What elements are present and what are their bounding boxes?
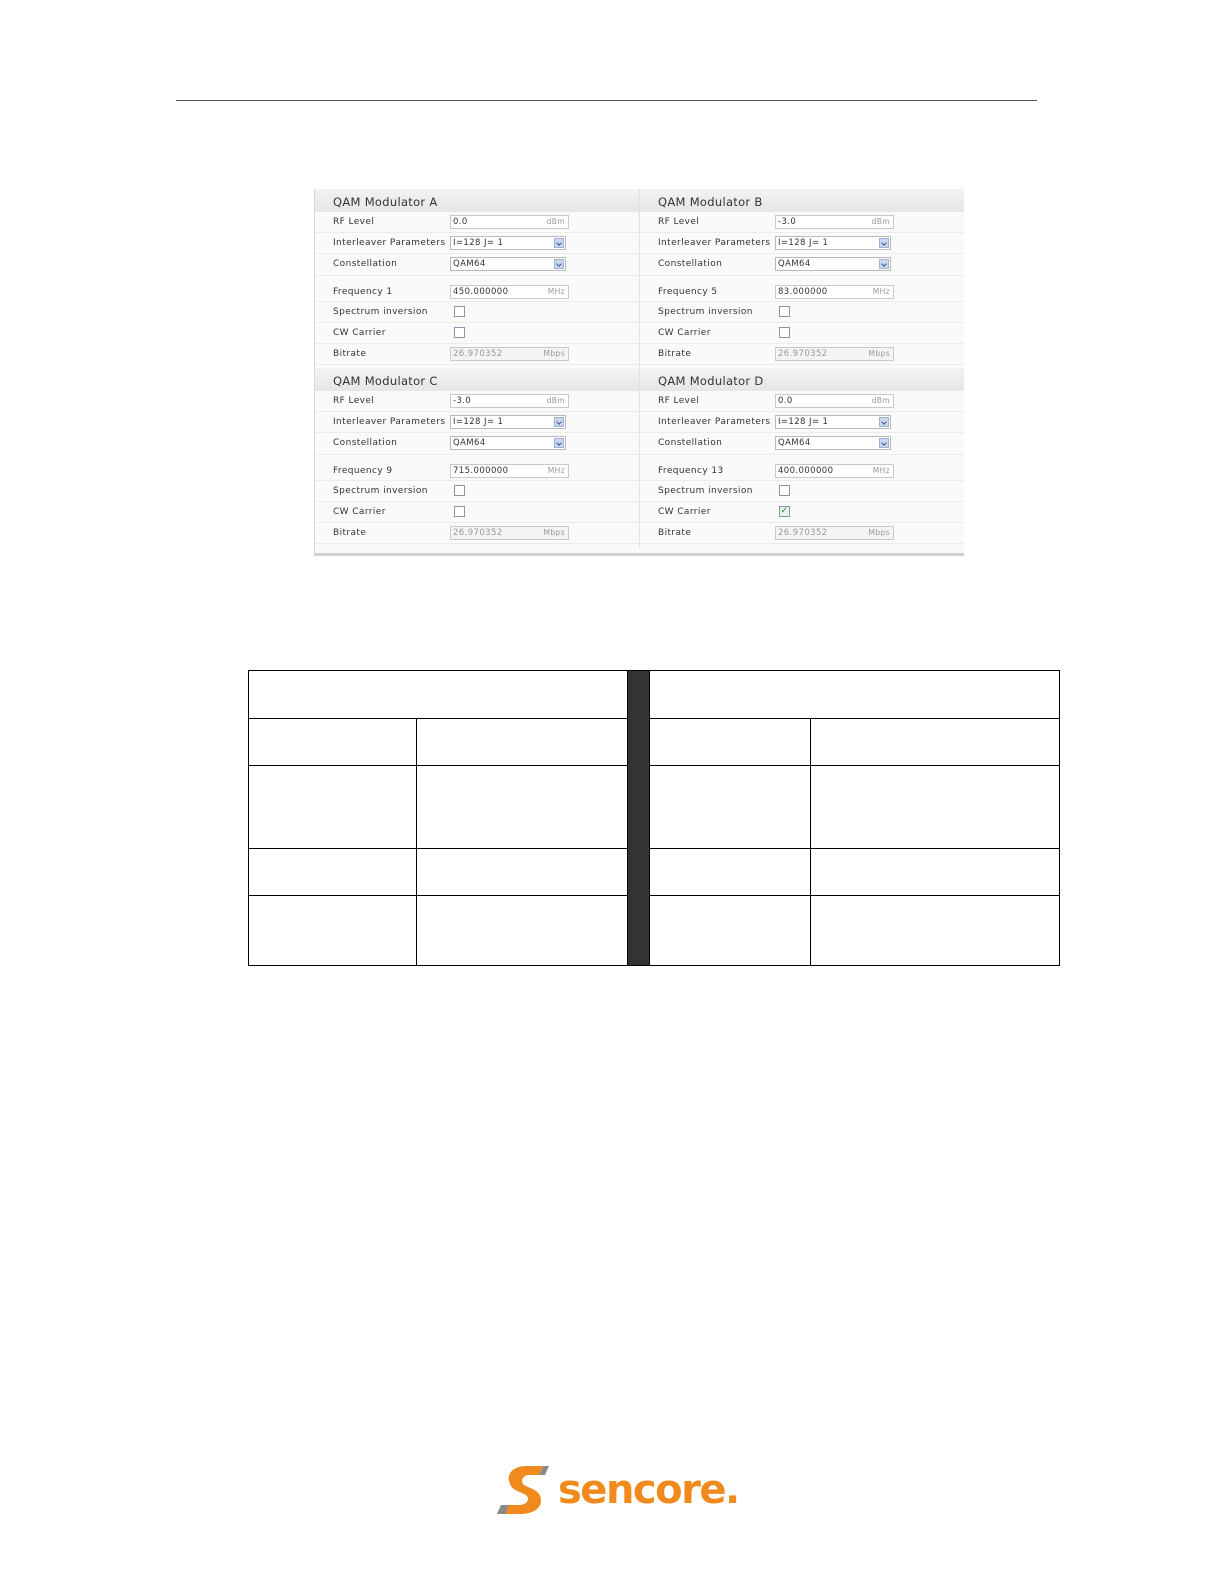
table-cell	[811, 848, 1060, 895]
frequency-value: 400.000000	[778, 466, 834, 476]
table-cell	[416, 719, 627, 766]
table-separator	[627, 671, 650, 966]
bitrate-unit: Mbps	[543, 349, 565, 358]
chevron-down-icon[interactable]	[879, 259, 889, 269]
cw-carrier-checkbox[interactable]	[454, 506, 465, 517]
spectrum-inversion-checkbox[interactable]	[779, 306, 790, 317]
cw-carrier-label: CW Carrier	[658, 507, 711, 517]
bitrate-row	[640, 344, 964, 365]
constellation-row	[315, 433, 639, 455]
table-row	[249, 895, 1060, 965]
interleaver-label: Interleaver Parameters	[333, 417, 446, 427]
interleaver-select[interactable]	[775, 415, 891, 429]
frequency-value: 83.000000	[778, 287, 828, 297]
rf-level-input[interactable]	[450, 394, 569, 408]
interleaver-row	[640, 412, 964, 433]
constellation-label: Constellation	[333, 259, 398, 269]
spectrum-inversion-checkbox[interactable]	[454, 485, 465, 496]
rf-level-row	[640, 212, 964, 233]
frequency-label: Frequency 13	[658, 466, 724, 476]
table-row	[249, 671, 1060, 719]
frequency-row	[640, 455, 964, 481]
bitrate-field	[775, 526, 894, 540]
cw-carrier-label: CW Carrier	[333, 328, 386, 338]
rf-level-value: -3.0	[778, 217, 797, 227]
header-rule	[176, 100, 1037, 101]
spectrum-inversion-row	[640, 302, 964, 323]
table-cell	[811, 895, 1060, 965]
rf-level-unit: dBm	[546, 217, 565, 226]
table-cell	[416, 848, 627, 895]
interleaver-label: Interleaver Parameters	[333, 238, 446, 248]
rf-level-value: 0.0	[778, 396, 793, 406]
table-cell	[249, 766, 417, 848]
table-row	[249, 719, 1060, 766]
bitrate-row	[315, 344, 639, 365]
rf-level-unit: dBm	[871, 217, 890, 226]
table-cell	[650, 719, 811, 766]
interleaver-row	[315, 412, 639, 433]
cw-carrier-checkbox[interactable]	[779, 327, 790, 338]
frequency-value: 450.000000	[453, 287, 509, 297]
table-row	[249, 848, 1060, 895]
bitrate-field	[775, 347, 894, 361]
rf-level-value: 0.0	[453, 217, 468, 227]
chevron-down-icon[interactable]	[554, 259, 564, 269]
qam-modulator-b	[639, 189, 964, 368]
frequency-input[interactable]	[775, 464, 894, 478]
table-cell	[650, 766, 811, 848]
bitrate-field	[450, 347, 569, 361]
constellation-label: Constellation	[658, 438, 723, 448]
chevron-down-icon[interactable]	[554, 417, 564, 427]
constellation-value: QAM64	[778, 259, 811, 269]
interleaver-value: I=128 J= 1	[778, 417, 829, 427]
interleaver-select[interactable]	[450, 236, 566, 250]
spectrum-inversion-label: Spectrum inversion	[658, 486, 753, 496]
bitrate-label: Bitrate	[333, 349, 367, 359]
rf-level-label: RF Level	[658, 217, 700, 227]
bitrate-value: 26.970352	[778, 349, 828, 359]
cw-carrier-row	[315, 323, 639, 344]
rf-level-input[interactable]	[450, 215, 569, 229]
bitrate-row	[315, 523, 639, 544]
table-header-cell	[650, 671, 1060, 719]
bitrate-unit: Mbps	[868, 349, 890, 358]
frequency-label: Frequency 9	[333, 466, 393, 476]
rf-level-input[interactable]	[775, 215, 894, 229]
constellation-label: Constellation	[333, 438, 398, 448]
rf-level-input[interactable]	[775, 394, 894, 408]
frequency-row	[640, 276, 964, 302]
modulator-title: QAM Modulator D	[640, 368, 964, 391]
table-cell	[416, 895, 627, 965]
constellation-select[interactable]	[450, 436, 566, 450]
spectrum-inversion-row	[315, 302, 639, 323]
cw-carrier-label: CW Carrier	[658, 328, 711, 338]
interleaver-value: I=128 J= 1	[778, 238, 829, 248]
rf-level-row	[315, 391, 639, 412]
frequency-value: 715.000000	[453, 466, 509, 476]
qam-modulator-d	[639, 368, 964, 547]
bitrate-row	[640, 523, 964, 544]
constellation-value: QAM64	[778, 438, 811, 448]
spectrum-inversion-label: Spectrum inversion	[333, 307, 428, 317]
frequency-label: Frequency 5	[658, 287, 718, 297]
rf-level-row	[640, 391, 964, 412]
frequency-label: Frequency 1	[333, 287, 393, 297]
rf-level-label: RF Level	[333, 396, 375, 406]
bitrate-label: Bitrate	[658, 349, 692, 359]
interleaver-row	[640, 233, 964, 254]
interleaver-row	[315, 233, 639, 254]
qam-modulator-a	[315, 189, 639, 368]
rf-level-label: RF Level	[658, 396, 700, 406]
rf-level-row	[315, 212, 639, 233]
interleaver-select[interactable]	[450, 415, 566, 429]
rf-level-label: RF Level	[333, 217, 375, 227]
bitrate-label: Bitrate	[658, 528, 692, 538]
spectrum-inversion-label: Spectrum inversion	[658, 307, 753, 317]
interleaver-value: I=128 J= 1	[453, 238, 504, 248]
cw-carrier-row	[640, 323, 964, 344]
constellation-row	[640, 254, 964, 276]
cw-carrier-label: CW Carrier	[333, 507, 386, 517]
table-cell	[249, 719, 417, 766]
bitrate-value: 26.970352	[453, 528, 503, 538]
chevron-down-icon[interactable]	[879, 238, 889, 248]
interleaver-label: Interleaver Parameters	[658, 238, 771, 248]
cw-carrier-checkbox[interactable]	[454, 327, 465, 338]
cw-carrier-row	[640, 502, 964, 523]
table-cell	[811, 719, 1060, 766]
constellation-row	[640, 433, 964, 455]
rf-level-value: -3.0	[453, 396, 472, 406]
parameter-table	[248, 670, 1060, 966]
table-cell	[249, 848, 417, 895]
frequency-row	[315, 455, 639, 481]
constellation-select[interactable]	[775, 257, 891, 271]
rf-level-unit: dBm	[871, 396, 890, 405]
frequency-row	[315, 276, 639, 302]
constellation-select[interactable]	[450, 257, 566, 271]
bitrate-field	[450, 526, 569, 540]
table-header-cell	[249, 671, 628, 719]
table-cell	[650, 895, 811, 965]
qam-modulators-screenshot	[314, 189, 964, 556]
frequency-input[interactable]	[450, 464, 569, 478]
rf-level-unit: dBm	[546, 396, 565, 405]
qam-modulator-c	[315, 368, 639, 547]
table-cell	[249, 895, 417, 965]
bitrate-value: 26.970352	[778, 528, 828, 538]
bitrate-label: Bitrate	[333, 528, 367, 538]
frequency-unit: MHz	[547, 287, 565, 296]
modulator-title: QAM Modulator A	[315, 189, 639, 212]
table-cell	[416, 766, 627, 848]
cw-carrier-row	[315, 502, 639, 523]
bitrate-unit: Mbps	[543, 528, 565, 537]
frequency-input[interactable]	[450, 285, 569, 299]
bitrate-value: 26.970352	[453, 349, 503, 359]
chevron-down-icon[interactable]	[879, 417, 889, 427]
spectrum-inversion-row	[315, 481, 639, 502]
constellation-select[interactable]	[775, 436, 891, 450]
table-cell	[650, 848, 811, 895]
frequency-unit: MHz	[872, 287, 890, 296]
interleaver-label: Interleaver Parameters	[658, 417, 771, 427]
modulator-title: QAM Modulator B	[640, 189, 964, 212]
interleaver-value: I=128 J= 1	[453, 417, 504, 427]
constellation-value: QAM64	[453, 259, 486, 269]
table-row	[249, 766, 1060, 848]
spectrum-inversion-checkbox[interactable]	[779, 485, 790, 496]
bitrate-unit: Mbps	[868, 528, 890, 537]
chevron-down-icon[interactable]	[554, 238, 564, 248]
chevron-down-icon[interactable]	[879, 438, 889, 448]
frequency-unit: MHz	[872, 466, 890, 475]
spectrum-inversion-checkbox[interactable]	[454, 306, 465, 317]
table-cell	[811, 766, 1060, 848]
chevron-down-icon[interactable]	[554, 438, 564, 448]
constellation-value: QAM64	[453, 438, 486, 448]
sencore-logo-text: sencore.	[558, 1467, 739, 1513]
constellation-label: Constellation	[658, 259, 723, 269]
interleaver-select[interactable]	[775, 236, 891, 250]
spectrum-inversion-label: Spectrum inversion	[333, 486, 428, 496]
cw-carrier-checkbox[interactable]: ✓	[780, 506, 789, 516]
frequency-unit: MHz	[547, 466, 565, 475]
spectrum-inversion-row	[640, 481, 964, 502]
modulator-title: QAM Modulator C	[315, 368, 639, 391]
frequency-input[interactable]	[775, 285, 894, 299]
constellation-row	[315, 254, 639, 276]
